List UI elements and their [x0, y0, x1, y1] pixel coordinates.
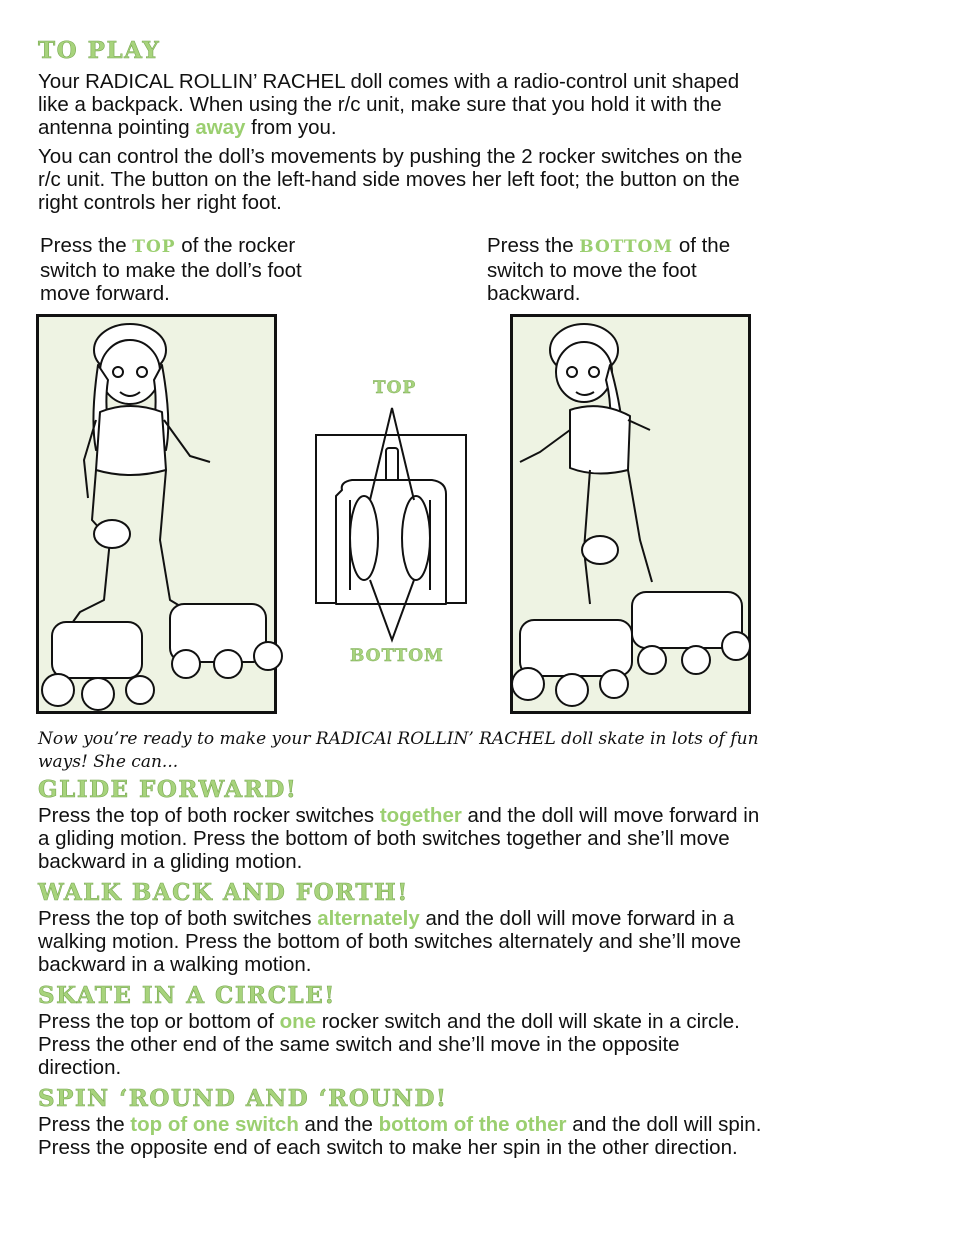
highlight-bottom-of-the-other: bottom of the other: [378, 1113, 567, 1136]
ready-text: Now you’re ready to make your RADICAl ROLLIN’ RACHEL doll skate in lots of fun ways! She can...: [38, 729, 759, 772]
highlight-alternately: alternately: [317, 907, 420, 930]
circle-text: Press the top or bottom of: [38, 1010, 280, 1033]
intro-text: Your RADICAL ROLLIN’ RACHEL doll comes with a radio-control unit shaped like a backpack. When using the r/c unit, make sure that you hold it with the antenna pointing: [38, 70, 740, 139]
highlight-away: away: [195, 116, 246, 139]
heading-to-play: TO PLAY: [38, 37, 161, 64]
highlight-one: one: [279, 1010, 317, 1033]
circle-paragraph: [38, 1010, 768, 1079]
glide-text-end: and the doll will move forward in a gliding motion. Press the bottom of both switches together and she’ll move backward in a gliding motion.: [38, 804, 760, 873]
intro-text-end: from you.: [245, 116, 337, 139]
heading-glide-forward: GLIDE FORWARD!: [38, 776, 298, 803]
doll-forward-icon: [42, 324, 282, 710]
spin-text-mid: and the: [298, 1113, 379, 1136]
highlight-bottom: BOTTOM: [579, 237, 674, 257]
spin-paragraph: [38, 1113, 768, 1159]
caption-text: Press the: [40, 234, 133, 257]
heading-skate-in-a-circle: SKATE IN A CIRCLE!: [38, 982, 336, 1009]
caption-text: Press the: [487, 234, 580, 257]
glide-paragraph: [38, 804, 768, 873]
doll-backward-icon: [512, 324, 750, 706]
highlight-top: TOP: [132, 237, 176, 257]
walk-paragraph: [38, 907, 768, 976]
caption-text-end: of the switch to move the foot backward.: [487, 234, 731, 305]
rc-backpack-icon: [336, 448, 446, 604]
spin-text-end: and the doll will spin. Press the opposite end of each switch to make her spin in the other direction.: [38, 1113, 762, 1159]
walk-text-end: and the doll will move forward in a walking motion. Press the bottom of both switches alternately and she’ll move backward in a walking motion.: [38, 907, 742, 976]
intro-paragraph-2: You can control the doll’s movements by pushing the 2 rocker switches on the r/c unit. The button on the left-hand side moves her left foot; the button on the right controls her right foot.: [38, 145, 743, 214]
glide-text: Press the top of both rocker switches: [38, 804, 380, 827]
highlight-top-of-one-switch: top of one switch: [130, 1113, 299, 1136]
bottom-label: BOTTOM: [350, 646, 444, 666]
circle-text-end: rocker switch and the doll will skate in a circle. Press the other end of the same switch and she’ll move in the opposite direction.: [38, 1010, 740, 1079]
highlight-together: together: [379, 804, 462, 827]
heading-walk-back-and-forth: WALK BACK AND FORTH!: [38, 879, 409, 906]
walk-text: Press the top of both switches: [38, 907, 318, 930]
heading-spin-round-and-round: SPIN ‘ROUND AND ‘ROUND!: [38, 1085, 448, 1112]
top-label: TOP: [373, 378, 417, 398]
spin-text: Press the: [38, 1113, 131, 1136]
caption-text-end: of the rocker switch to make the doll’s foot move forward.: [40, 234, 302, 305]
